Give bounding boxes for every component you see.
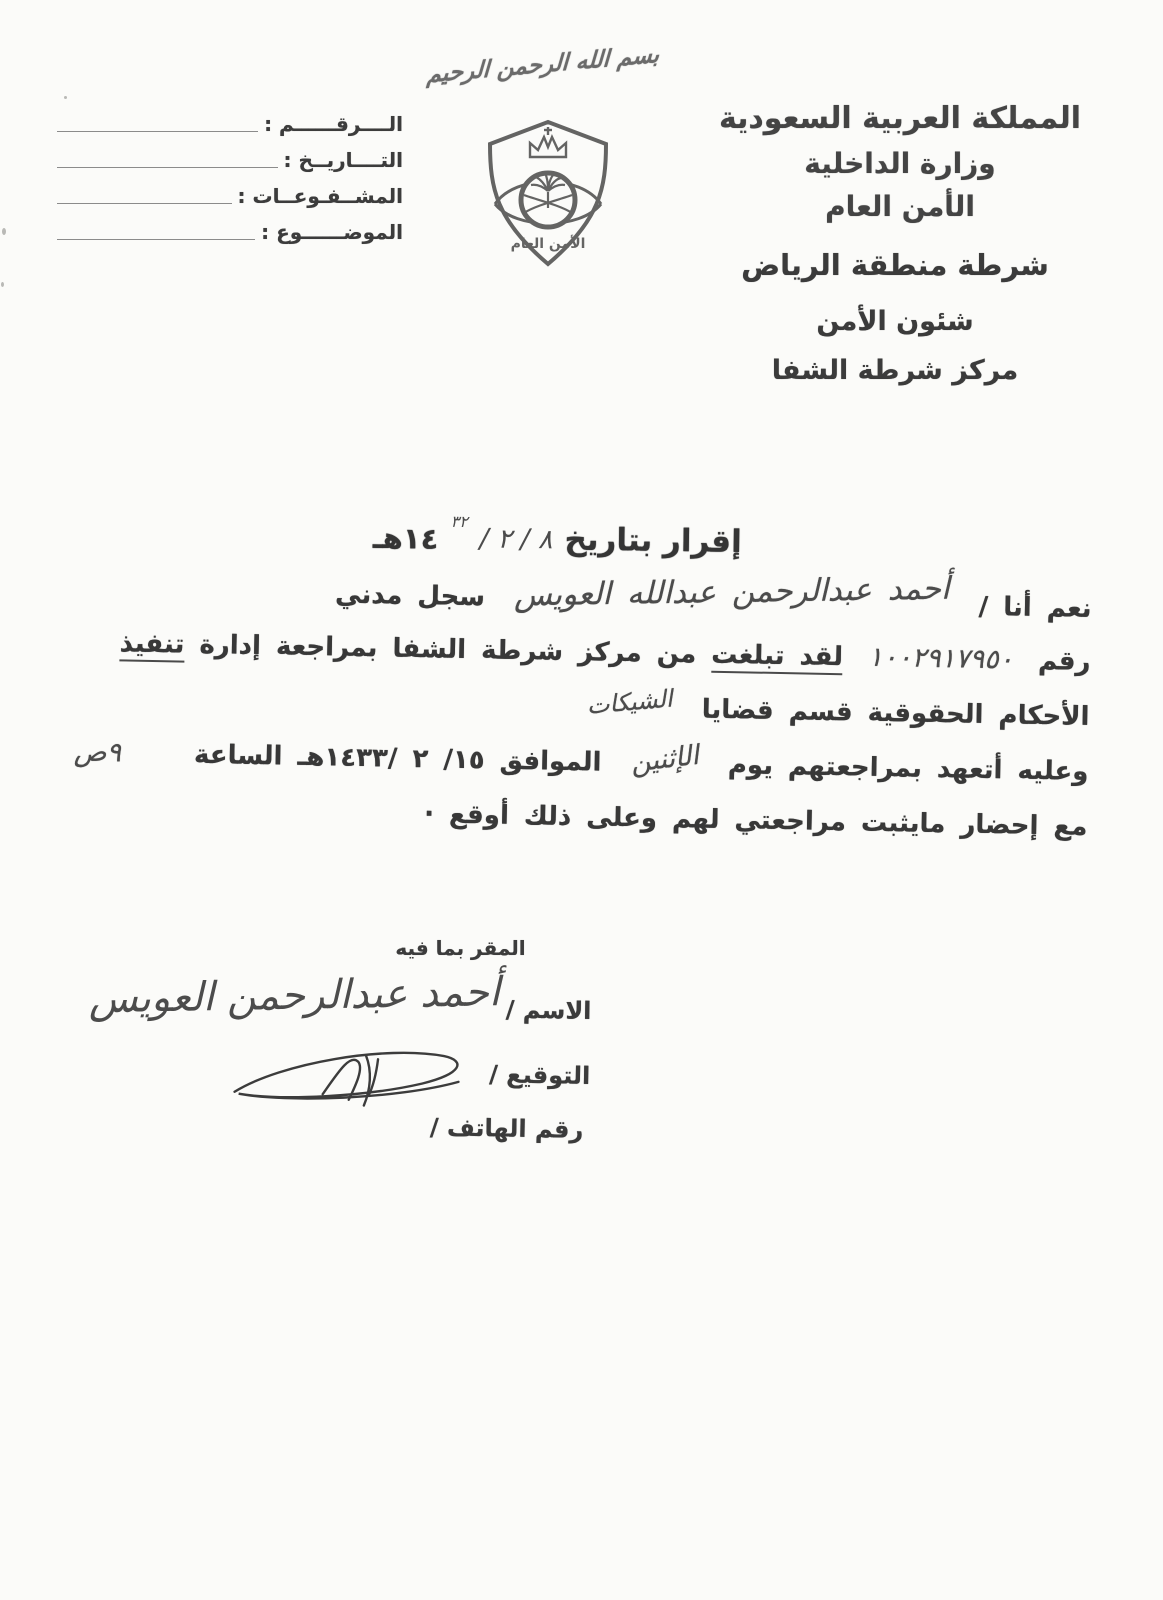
line5-text: مع إحضار مايثبت مراجعتي لهم وعلى ذلك أوقع · [423,799,1088,842]
letterhead-ministry: وزارة الداخلية [804,147,996,180]
title-date-handwritten: ٨ / ٢ / [479,523,553,556]
scan-speck [1,282,4,287]
crown-icon [530,127,566,157]
field-blank-line-subject [57,223,255,240]
line2-exec-underlined: تنفيذ [119,628,184,662]
bismillah-calligraphy: بسم الله الرحمن الرحيم [426,41,660,89]
line4-part2: الموافق ١٥/ ٢ /١٤٣٣هـ الساعة [193,739,602,778]
scan-speck [64,96,67,99]
line1-suffix: سجل مدني [334,579,486,613]
handwritten-appointment-day: الإثنين [628,739,701,779]
line2-middle: من مركز شرطة الشفا بمراجعة إدارة [199,629,697,670]
scan-speck [2,228,6,235]
name-row [88,969,592,1044]
field-row-date [55,148,403,172]
letterhead-country: المملكة العربية السعودية [718,101,1082,136]
form-fields [55,112,403,244]
field-blank-line-attachments [57,187,232,204]
department-police-region: شرطة منطقة الرياض [741,248,1049,282]
field-row-number [55,112,403,136]
emblem-caption: الأمن العام [510,236,586,252]
declarant-heading: المقر بما فيه [395,936,526,960]
signature-scribble [226,1038,472,1110]
declaration-title [312,511,742,560]
phone-label: رقم الهاتف / [429,1113,584,1144]
public-security-emblem-icon [468,116,628,271]
signature-block [88,969,592,1152]
signature-row [108,1036,591,1108]
line3-text: الأحكام الحقوقية قسم قضايا [701,694,1090,732]
field-label-number: الــــرقــــــم : [264,112,403,136]
field-label-subject: الموضــــــوع : [261,220,403,244]
field-blank-line-date [57,151,278,168]
line2-prefix: رقم [1037,645,1091,677]
department-police-station: مركز شرطة الشفا [771,355,1019,386]
field-label-attachments: المشــفـوعــات : [237,184,403,208]
handwritten-appointment-time: ٩ص [73,736,122,769]
handwritten-case-type: الشيكات [586,684,674,720]
title-text: إقرار بتاريخ [564,521,742,560]
title-year-superscript-handwritten: ٣٢ [450,511,468,532]
declaration-body [53,566,1092,861]
department-block [680,248,1110,386]
line4-part1: وعليه أتعهد بمراجعتهم يوم [727,750,1089,787]
title-year-printed: ١٤هـ [372,520,439,556]
line1-prefix: نعم أنا / [978,591,1092,624]
field-row-subject [55,220,403,244]
letterhead [688,96,1112,228]
name-label: الاسم / [505,995,592,1025]
field-row-attachments [55,184,403,208]
field-blank-line-number [57,115,258,132]
handwritten-signature-name: أحمد عبدالرحمن العويس [88,969,501,1023]
signature-label: التوقيع / [488,1060,591,1090]
department-security-affairs: شئون الأمن [816,306,974,337]
letterhead-agency: الأمن العام [825,190,975,223]
line2-notified-underlined: لقد تبلغت [711,640,843,676]
handwritten-declarant-name: أحمد عبدالرحمن عبدالله العويس [513,570,951,614]
field-label-date: التــــاريــخ : [283,148,403,172]
handwritten-civil-number: ١٠٠٢٩١٧٩٥٠ [867,641,1014,676]
